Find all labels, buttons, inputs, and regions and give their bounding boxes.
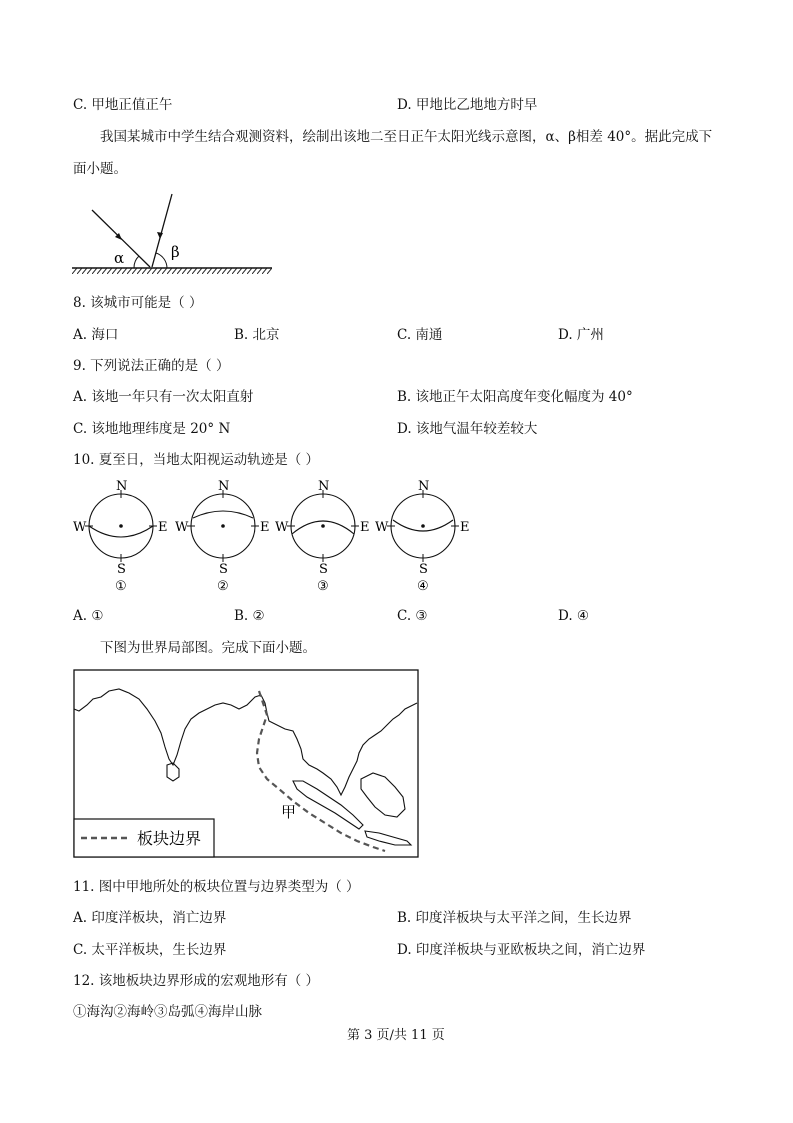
sun-path-diagram-1 (70, 478, 170, 594)
q10-option-d: D. ④ (558, 608, 590, 624)
svg-text:E: E (360, 520, 370, 535)
q9-stem: 9. 下列说法正确的是（ ） (73, 358, 230, 374)
world-partial-map (73, 669, 420, 859)
q9-option-b: B. 该地正午太阳高度年变化幅度为 40° (397, 389, 633, 405)
diagram-label-3: ③ (317, 579, 329, 594)
page-footer: 第 3 页/共 11 页 (347, 1028, 445, 1043)
svg-text:E: E (260, 520, 270, 535)
svg-text:S: S (419, 562, 428, 577)
svg-text:W: W (175, 520, 189, 535)
q11-option-d: D. 印度洋板块与亚欧板块之间，消亡边界 (397, 942, 646, 958)
q8-option-d: D. 广州 (558, 327, 604, 343)
svg-text:N: N (418, 479, 430, 494)
ray-beta-arrow (157, 232, 163, 239)
label-jia: 甲 (281, 803, 297, 821)
angle-beta-arc (156, 253, 167, 268)
q9-option-a: A. 该地一年只有一次太阳直射 (73, 389, 254, 405)
q11-option-c: C. 太平洋板块，生长边界 (73, 942, 227, 958)
q10-option-b: B. ② (234, 608, 265, 624)
alpha-label: α (114, 249, 125, 267)
compass-s: S (117, 562, 126, 577)
q11-option-a: A. 印度洋板块，消亡边界 (73, 910, 227, 926)
svg-text:N: N (218, 479, 230, 494)
ground-hatch (72, 268, 272, 274)
diagram-label-2: ② (217, 579, 229, 594)
q12-stem: 12. 该地板块边界形成的宏观地形有（ ） (73, 973, 320, 989)
q10-stem: 10. 夏至日，当地太阳视运动轨迹是（ ） (73, 452, 320, 468)
intro-paragraph-line2: 面小题。 (73, 161, 127, 177)
q8-option-a: A. 海口 (73, 327, 119, 343)
q10-option-c: C. ③ (397, 608, 428, 624)
q11-option-b: B. 印度洋板块与太平洋之间，生长边界 (397, 910, 632, 926)
svg-text:S: S (219, 562, 228, 577)
sun-path-diagram-3 (272, 478, 372, 594)
q7-option-c: C. 甲地正值正午 (73, 97, 173, 113)
q7-option-d: D. 甲地比乙地地方时早 (397, 97, 538, 113)
sun-ray-diagram (72, 190, 277, 280)
q8-option-b: B. 北京 (234, 327, 280, 343)
q9-option-c: C. 该地地理纬度是 20° N (73, 421, 231, 437)
svg-text:W: W (275, 520, 289, 535)
q8-option-c: C. 南通 (397, 327, 443, 343)
q8-stem: 8. 该城市可能是（ ） (73, 295, 203, 311)
compass-n: N (116, 479, 128, 494)
diagram-label-1: ① (115, 579, 127, 594)
sun-path-diagram-4 (372, 478, 472, 594)
svg-text:E: E (460, 520, 470, 535)
diagram-label-4: ④ (417, 579, 429, 594)
intro-paragraph-line1: 我国某城市中学生结合观测资料，绘制出该地二至日正午太阳光线示意图，α、β相差 40°。据此完成下 (100, 129, 713, 145)
svg-text:N: N (318, 479, 330, 494)
q9-option-d: D. 该地气温年较差较大 (397, 421, 538, 437)
q12-items: ①海沟②海岭③岛弧④海岸山脉 (73, 1004, 262, 1020)
legend-label: 板块边界 (137, 829, 202, 848)
q11-stem: 11. 图中甲地所处的板块位置与边界类型为（ ） (73, 879, 360, 895)
angle-alpha-arc (134, 256, 139, 268)
svg-text:S: S (319, 562, 328, 577)
beta-label: β (171, 243, 180, 261)
svg-text:W: W (375, 520, 389, 535)
compass-e: E (158, 520, 168, 535)
sun-path-diagram-2 (172, 478, 272, 594)
intro2-paragraph: 下图为世界局部图。完成下面小题。 (100, 640, 316, 656)
q10-option-a: A. ① (73, 608, 104, 624)
compass-w: W (73, 520, 87, 535)
